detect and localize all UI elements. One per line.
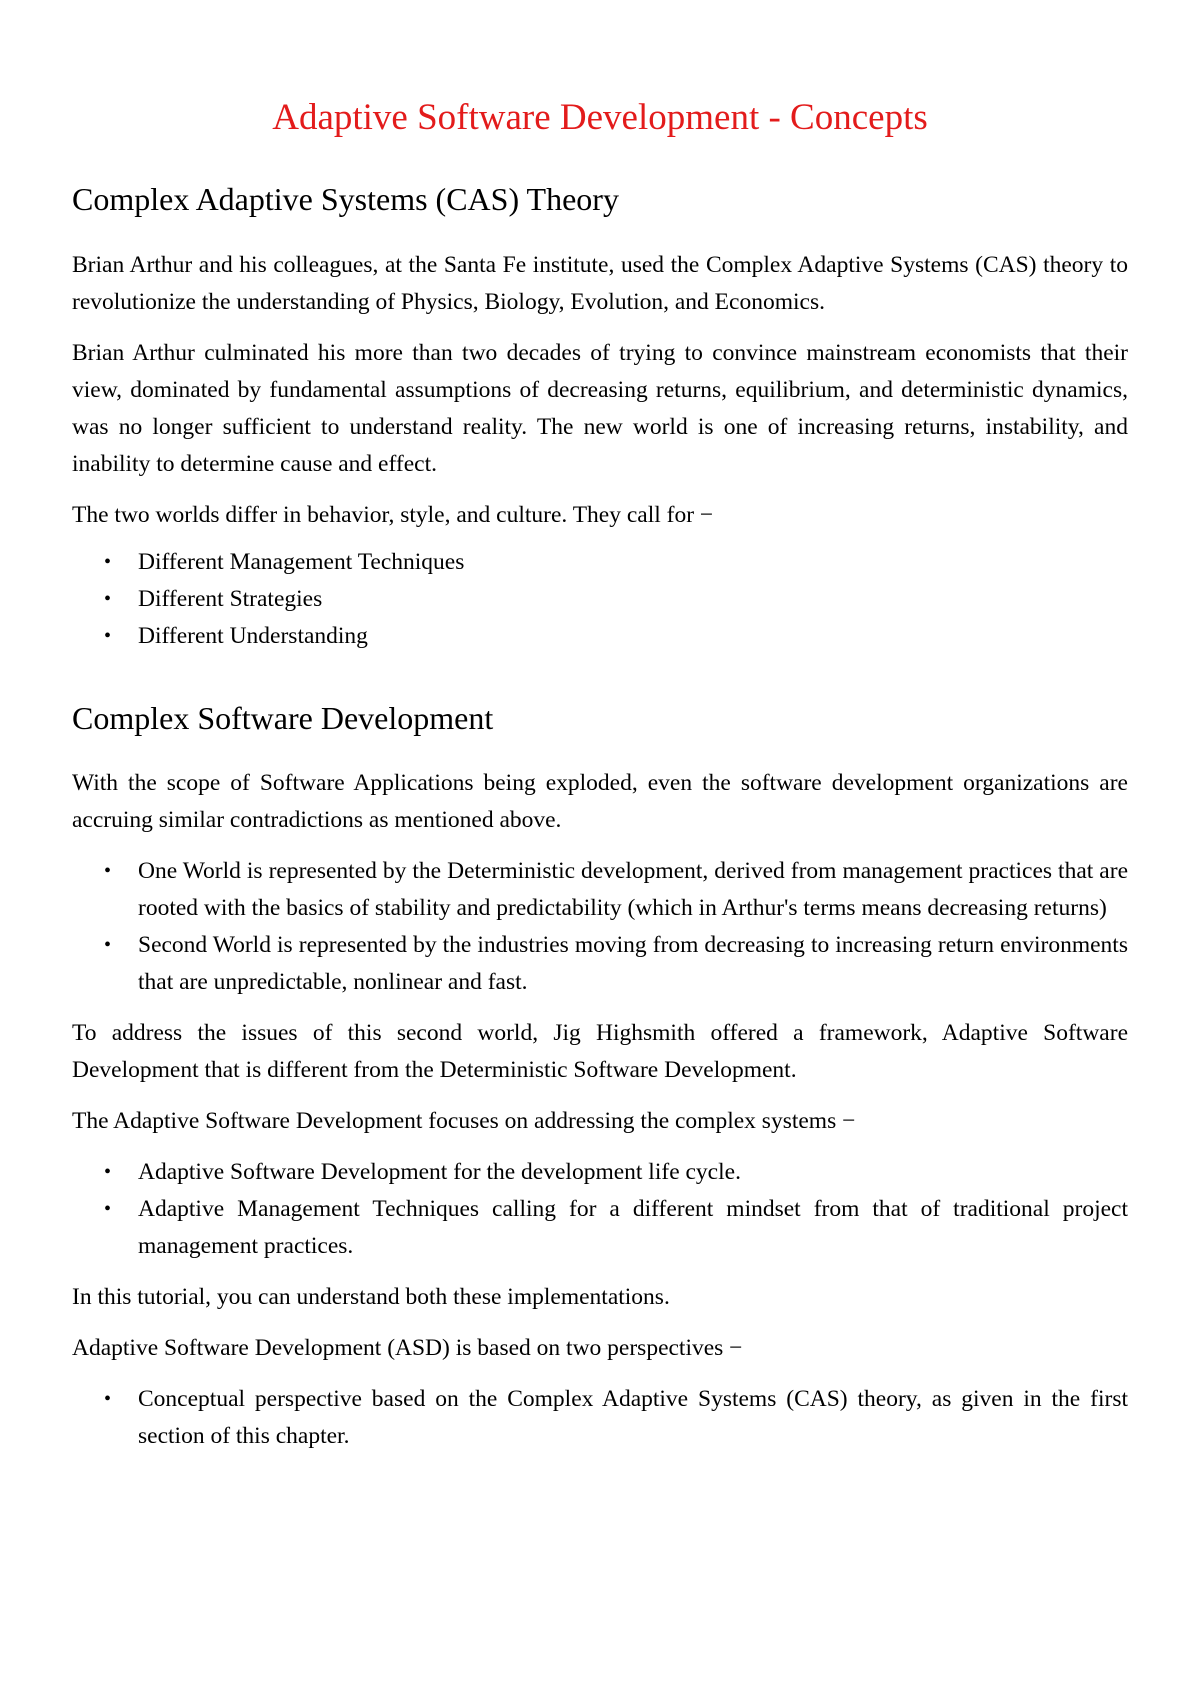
list-item — [104, 1381, 1128, 1455]
bullet-icon: • — [104, 550, 112, 573]
list-item-text: Different Strategies — [138, 585, 323, 612]
bullet-icon: • — [104, 1198, 112, 1221]
bullet-list — [72, 1381, 1128, 1455]
bullet-icon: • — [104, 1161, 112, 1184]
paragraph: Brian Arthur culminated his more than two decades of trying to convince mainstream economists that their view, dominated by fundamental assumptions of decreasing returns, equilibrium, and deterministic dynamics, was no longer sufficient to understand reality. The new world is one of increasing returns, instability, and inability to determine cause and effect. — [72, 339, 1128, 477]
list-item-text: Adaptive Management Techniques calling for a different mindset from that of traditional project management practices. — [138, 1196, 1128, 1260]
bullet-list — [72, 1154, 1128, 1265]
list-item — [104, 1191, 1128, 1265]
list-item — [104, 853, 1128, 927]
paragraph: The Adaptive Software Development focuses on addressing the complex systems − — [72, 1108, 856, 1135]
list-item-text: Different Understanding — [138, 622, 368, 649]
list-item-text: Conceptual perspective based on the Complex Adaptive Systems (CAS) theory, as given in the first section of this chapter. — [138, 1386, 1128, 1450]
paragraph: To address the issues of this second world, Jig Highsmith offered a framework, Adaptive Software Development that is different from the Deterministic Software Development. — [72, 1020, 1128, 1084]
bullet-icon: • — [104, 1388, 112, 1411]
list-item — [104, 544, 1128, 581]
bullet-icon: • — [104, 624, 112, 647]
bullet-list — [72, 853, 1128, 1001]
paragraph: With the scope of Software Applications being exploded, even the software development organizations are accruing similar contradictions as mentioned above. — [72, 770, 1128, 834]
paragraph: Adaptive Software Development (ASD) is based on two perspectives − — [72, 1335, 743, 1362]
list-item — [104, 927, 1128, 1001]
list-item-text: Different Management Techniques — [138, 548, 465, 575]
list-item — [104, 581, 1128, 618]
list-item-text: One World is represented by the Deterministic development, derived from management practices that are rooted with the basics of stability and predictability (which in Arthur's terms means decreasing returns) — [138, 858, 1128, 922]
list-item-text: Adaptive Software Development for the development life cycle. — [138, 1159, 741, 1186]
paragraph: In this tutorial, you can understand both these implementations. — [72, 1284, 670, 1311]
bullet-icon: • — [104, 587, 112, 610]
bullet-list — [72, 544, 1128, 655]
list-item-text: Second World is represented by the industries moving from decreasing to increasing return environments that are unpredictable, nonlinear and fast. — [138, 932, 1128, 996]
bullet-icon: • — [104, 860, 112, 883]
paragraph: The two worlds differ in behavior, style, and culture. They call for − — [72, 501, 714, 528]
list-item — [104, 1154, 1128, 1191]
paragraph: Brian Arthur and his colleagues, at the Santa Fe institute, used the Complex Adaptive Systems (CAS) theory to revolutionize the understanding of Physics, Biology, Evolution, and Economics. — [72, 251, 1128, 315]
section-heading-cas-theory: Complex Adaptive Systems (CAS) Theory — [72, 181, 619, 218]
document-title: Adaptive Software Development - Concepts — [272, 97, 928, 138]
list-item — [104, 618, 1128, 655]
section-heading-complex-software-development: Complex Software Development — [72, 699, 494, 736]
bullet-icon: • — [104, 934, 112, 957]
